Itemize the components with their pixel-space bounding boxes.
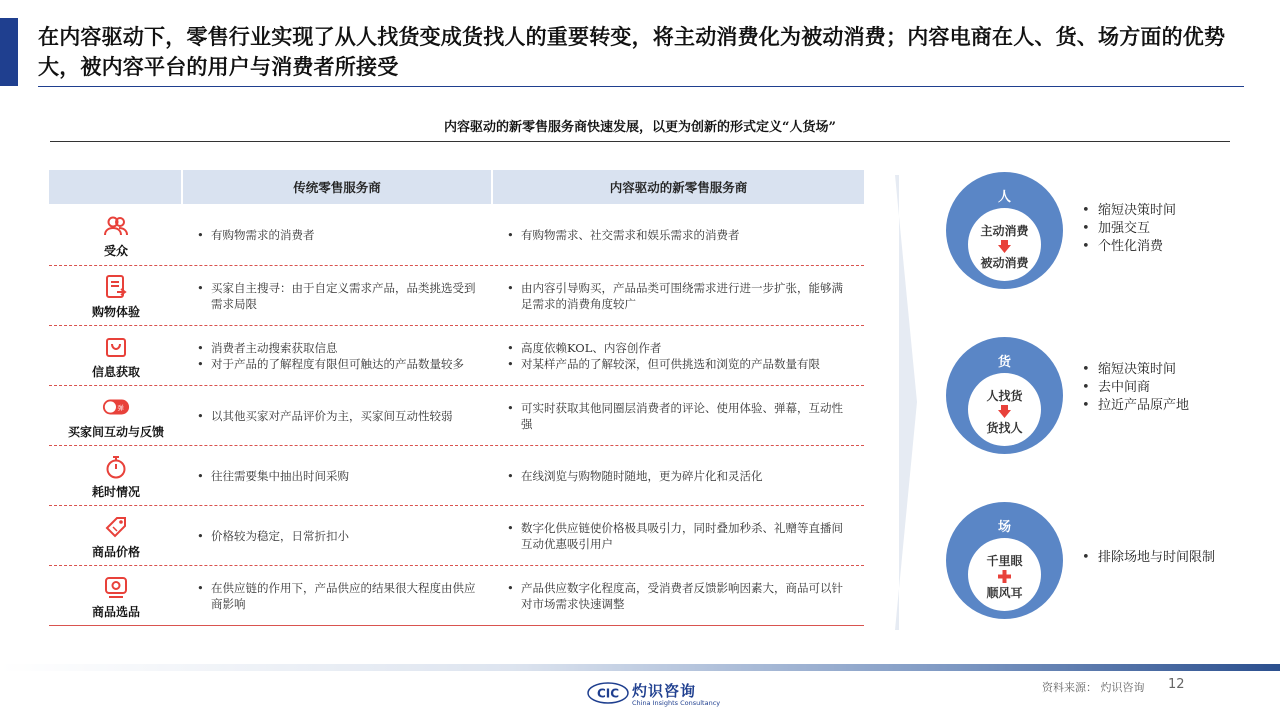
list-item: • 有购物需求的消费者	[197, 227, 315, 242]
row-label: 信息获取	[91, 364, 140, 379]
traditional-cell	[183, 566, 493, 625]
list-item: • 买家自主搜寻：由于自定义需求产品，品类挑选受到需求局限	[197, 280, 476, 311]
row-label-cell	[49, 326, 183, 385]
list-item: • 在线浏览与购物随时随地，更为碎片化和灵活化	[507, 468, 763, 483]
table-row	[49, 446, 864, 506]
down-arrow-icon	[998, 405, 1011, 418]
list-item: • 在供应链的作用下，产品供应的结果很大程度由供应商影响	[197, 580, 476, 611]
content-cell	[493, 506, 864, 565]
circle-caption: 货	[997, 355, 1011, 370]
table-row	[49, 386, 864, 446]
list-item: • 由内容引导购买，产品品类可围绕需求进行进一步扩张，能够满足需求的消费角度较广	[507, 280, 843, 311]
title-divider	[38, 86, 1244, 87]
content-cell	[493, 386, 864, 445]
list-item: • 消费者主动搜索获取信息	[197, 340, 338, 355]
row-label-cell	[49, 506, 183, 565]
circle-caption: 场	[997, 520, 1011, 535]
list-item: • 有购物需求、社交需求和娱乐需求的消费者	[507, 227, 740, 242]
goods-circle	[946, 337, 1063, 454]
header-content-driven: 内容驱动的新零售服务商	[609, 180, 748, 195]
list-item: • 缩短决策时间	[1082, 362, 1177, 377]
stopwatch-icon	[102, 454, 130, 480]
down-arrow-icon	[998, 240, 1011, 253]
cic-logo	[584, 678, 744, 710]
list-item: • 排除场地与时间限制	[1082, 550, 1216, 565]
row-label-cell	[49, 566, 183, 625]
content-cell	[493, 446, 864, 505]
row-label: 买家间互动与反馈	[67, 424, 164, 439]
svg-text:弹: 弹	[117, 403, 124, 412]
circle-inner	[968, 373, 1041, 446]
table-row	[49, 566, 864, 626]
content-cell	[493, 326, 864, 385]
traditional-cell	[183, 386, 493, 445]
table-row	[49, 326, 864, 386]
product-box-icon	[102, 574, 130, 600]
footer-band	[0, 664, 1280, 671]
audience-icon	[102, 213, 130, 239]
price-tag-icon	[102, 514, 130, 540]
row-label: 耗时情况	[91, 484, 140, 499]
circle-top-text: 千里眼	[986, 554, 1023, 568]
comparison-table	[49, 170, 864, 626]
page-number: 12	[1168, 677, 1185, 692]
table-row	[49, 204, 864, 266]
row-label: 购物体验	[91, 304, 140, 319]
source-note: 资料来源： 灼识咨询	[1042, 681, 1145, 694]
traditional-cell	[183, 326, 493, 385]
circle-bottom-text: 顺风耳	[986, 586, 1023, 600]
list-item: • 以其他买家对产品评价为主，买家间互动性较弱	[197, 408, 453, 423]
list-item: • 拉近产品原产地	[1082, 398, 1190, 413]
toggle-icon	[102, 394, 130, 420]
logo-english-name: China Insights Consultancy	[632, 699, 721, 707]
row-label-cell	[49, 204, 183, 265]
circle-inner	[968, 538, 1041, 611]
shopping-bag-icon	[102, 334, 130, 360]
circle-top-text: 人找货	[986, 389, 1023, 403]
row-label-cell	[49, 446, 183, 505]
people-circle	[946, 172, 1063, 289]
list-item: • 数字化供应链使价格极具吸引力，同时叠加秒杀、礼赠等直播间互动优惠吸引用户	[507, 520, 843, 551]
list-item: • 对于产品的了解程度有限但可触达的产品数量较多	[197, 356, 464, 371]
svg-text:CIC: CIC	[596, 686, 620, 701]
table-header	[49, 170, 864, 204]
cic-logo-mark-icon	[586, 680, 630, 706]
row-label: 受众	[103, 243, 128, 258]
header-blank-cell	[49, 170, 183, 204]
circle-bottom-text: 货找人	[986, 421, 1023, 435]
chevron-divider-icon	[895, 175, 917, 630]
row-label-cell	[49, 266, 183, 325]
list-item: • 高度依赖KOL、内容创作者	[507, 340, 662, 355]
goods-points	[1082, 361, 1189, 415]
traditional-cell	[183, 506, 493, 565]
people-points	[1082, 202, 1176, 256]
table-row	[49, 506, 864, 566]
shopping-list-icon	[102, 274, 130, 300]
list-item: • 可实时获取其他同圈层消费者的评论、使用体验、弹幕，互动性强	[507, 400, 843, 431]
table-row	[49, 266, 864, 326]
page-title: 在内容驱动下，零售行业实现了从人找货变成货找人的重要转变，将主动消费化为被动消费；内容电商在人、货、场方面的优势大，被内容平台的用户与消费者所接受	[38, 25, 1226, 79]
list-item: • 产品供应数字化程度高，受消费者反馈影响因素大，商品可以针对市场需求快速调整	[507, 580, 843, 611]
circle-inner	[968, 208, 1041, 281]
list-item: • 价格较为稳定，日常折扣小	[197, 528, 349, 543]
title-accent-bar	[0, 18, 18, 86]
list-item: • 缩短决策时间	[1082, 203, 1177, 218]
content-cell	[493, 566, 864, 625]
section-subtitle: 内容驱动的新零售服务商快速发展，以更为创新的形式定义“人货场”	[444, 120, 836, 135]
list-item: • 去中间商	[1082, 380, 1151, 395]
list-item: • 加强交互	[1082, 221, 1151, 236]
list-item: • 往往需要集中抽出时间采购	[197, 468, 349, 483]
circle-caption: 人	[997, 190, 1011, 205]
content-cell	[493, 204, 864, 265]
row-label-cell	[49, 386, 183, 445]
traditional-cell	[183, 204, 493, 265]
plus-icon	[998, 570, 1011, 583]
list-item: • 个性化消费	[1082, 239, 1164, 254]
venue-points	[1082, 549, 1215, 567]
circle-bottom-text: 被动消费	[980, 256, 1029, 270]
traditional-cell	[183, 266, 493, 325]
list-item: • 对某样产品的了解较深，但可供挑选和浏览的产品数量有限	[507, 356, 820, 371]
logo-name: 灼识咨询	[632, 682, 697, 700]
row-label: 商品价格	[91, 544, 140, 559]
header-traditional: 传统零售服务商	[183, 170, 493, 204]
content-cell	[493, 266, 864, 325]
circle-top-text: 主动消费	[980, 224, 1029, 238]
subtitle-divider	[50, 141, 1230, 142]
row-label: 商品选品	[91, 604, 140, 619]
traditional-cell	[183, 446, 493, 505]
venue-circle	[946, 502, 1063, 619]
